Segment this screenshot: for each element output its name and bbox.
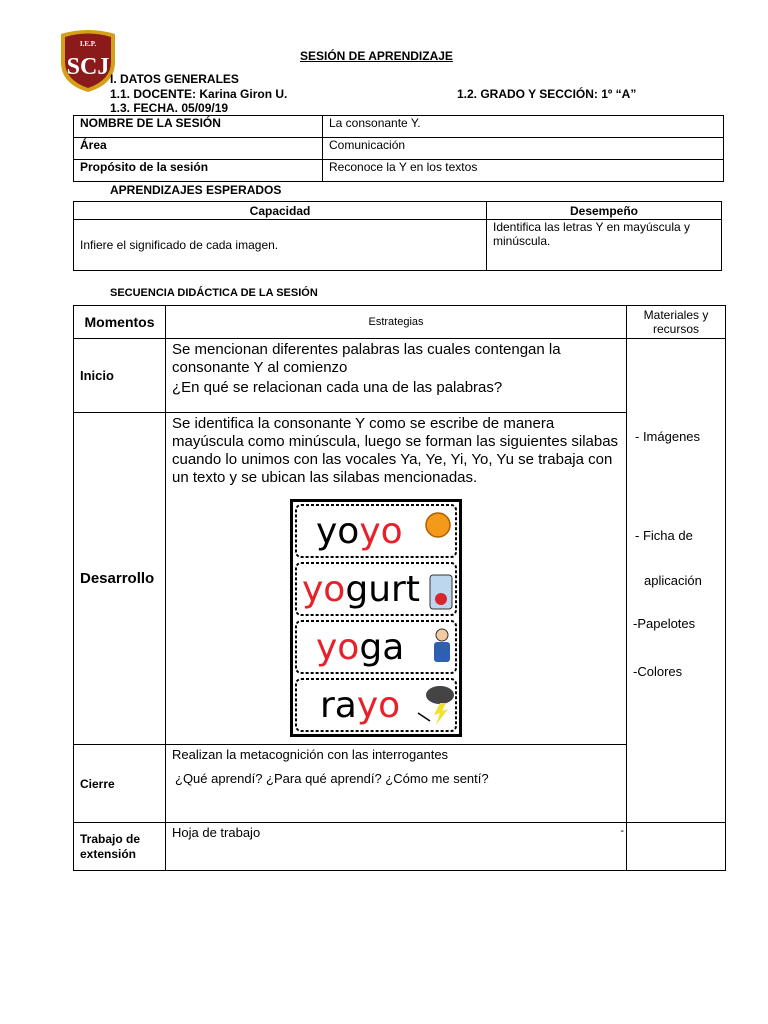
extension-materiales-cell: [627, 823, 726, 871]
desarrollo-cell: [166, 413, 627, 745]
fecha-field: 1.3. FECHA. 05/09/19: [110, 101, 229, 115]
extension-cell: [166, 823, 627, 871]
page-title: SESIÓN DE APRENDIZAJE: [300, 49, 453, 63]
table-row: [74, 116, 724, 138]
desarrollo-label: Desarrollo: [74, 413, 166, 745]
yoga-person-icon: [436, 629, 448, 641]
material-ficha: - Ficha de: [635, 528, 693, 543]
proposito-value: Reconoce la Y en los textos: [323, 160, 724, 182]
storm-cloud-icon: [426, 686, 454, 704]
table-header-row: [74, 306, 726, 339]
desarrollo-text: Se identifica la consonante Y como se escribe de manera mayúscula como minúscula, luego se forman las siguientes silabas cuando lo unimos con las vocales Ya, Ye, Yi, Yo, Yu se trabaja con un texto y se ubican las silabas mencionadas.: [172, 415, 619, 486]
material-aplicacion: aplicación: [644, 573, 702, 588]
table-header-row: [74, 202, 722, 220]
yoyo-icon: [426, 513, 450, 537]
aprendizajes-heading: APRENDIZAJES ESPERADOS: [110, 183, 282, 197]
session-name-label: NOMBRE DE LA SESIÓN: [74, 116, 323, 138]
desempeno-header: Desempeño: [487, 202, 722, 220]
estrategias-header: Estrategias: [166, 306, 627, 339]
area-value: Comunicación: [323, 138, 724, 160]
inicio-text: Se mencionan diferentes palabras las cuales contengan la consonante Y al comienzo: [172, 341, 561, 376]
inicio-cell: [166, 339, 627, 413]
cierre-text: Realizan la metacognición con las interrogantes: [172, 747, 449, 762]
inicio-label: Inicio: [74, 339, 166, 413]
momentos-header: Momentos: [74, 306, 166, 339]
session-info-table: [73, 115, 724, 182]
aprendizajes-table: [73, 201, 722, 271]
materiales-header: Materiales y recursos: [627, 306, 726, 339]
material-papelotes: -Papelotes: [633, 616, 696, 631]
table-row: [74, 339, 726, 413]
datos-generales-heading: I. DATOS GENERALES: [110, 72, 239, 86]
cierre-questions: ¿Qué aprendí? ¿Para qué aprendí? ¿Cómo me sentí?: [175, 771, 489, 786]
card-yoyo-word: yoyo: [316, 511, 403, 552]
secuencia-heading: SECUENCIA DIDÁCTICA DE LA SESIÓN: [110, 287, 318, 299]
card-yogurt-word: yogurt: [302, 569, 420, 610]
desempeno-cell: Identifica las letras Y en mayúscula y minúscula.: [487, 220, 722, 271]
grado-field: 1.2. GRADO Y SECCIÓN: 1º “A”: [457, 87, 637, 101]
extension-mark: -: [620, 825, 624, 837]
capacidad-cell: Infiere el significado de cada imagen.: [74, 220, 487, 271]
card-yoga-word: yoga: [316, 627, 405, 668]
docente-field: 1.1. DOCENTE: Karina Giron U.: [110, 87, 288, 101]
table-row: [74, 220, 722, 271]
cierre-cell: [166, 745, 627, 823]
table-row: [74, 160, 724, 182]
word-cards-image: [290, 499, 462, 737]
session-name-value: La consonante Y.: [323, 116, 724, 138]
cierre-label: Cierre: [74, 745, 166, 823]
material-colores: -Colores: [633, 664, 683, 679]
materiales-cell: [627, 339, 726, 823]
inicio-question: ¿En qué se relacionan cada una de las palabras?: [172, 379, 503, 396]
capacidad-header: Capacidad: [74, 202, 487, 220]
card-rayo-word: rayo: [320, 685, 401, 726]
table-row: [74, 823, 726, 871]
logo-letters: SCJ: [66, 54, 110, 80]
area-label: Área: [74, 138, 323, 160]
logo-text-top: I.E.P.: [79, 40, 97, 48]
extension-text: Hoja de trabajo: [172, 825, 261, 840]
secuencia-table: [73, 305, 726, 871]
material-imagenes: - Imágenes: [635, 429, 701, 444]
table-row: [74, 138, 724, 160]
proposito-label: Propósito de la sesión: [74, 160, 323, 182]
extension-label: Trabajo de extensión: [74, 823, 166, 871]
